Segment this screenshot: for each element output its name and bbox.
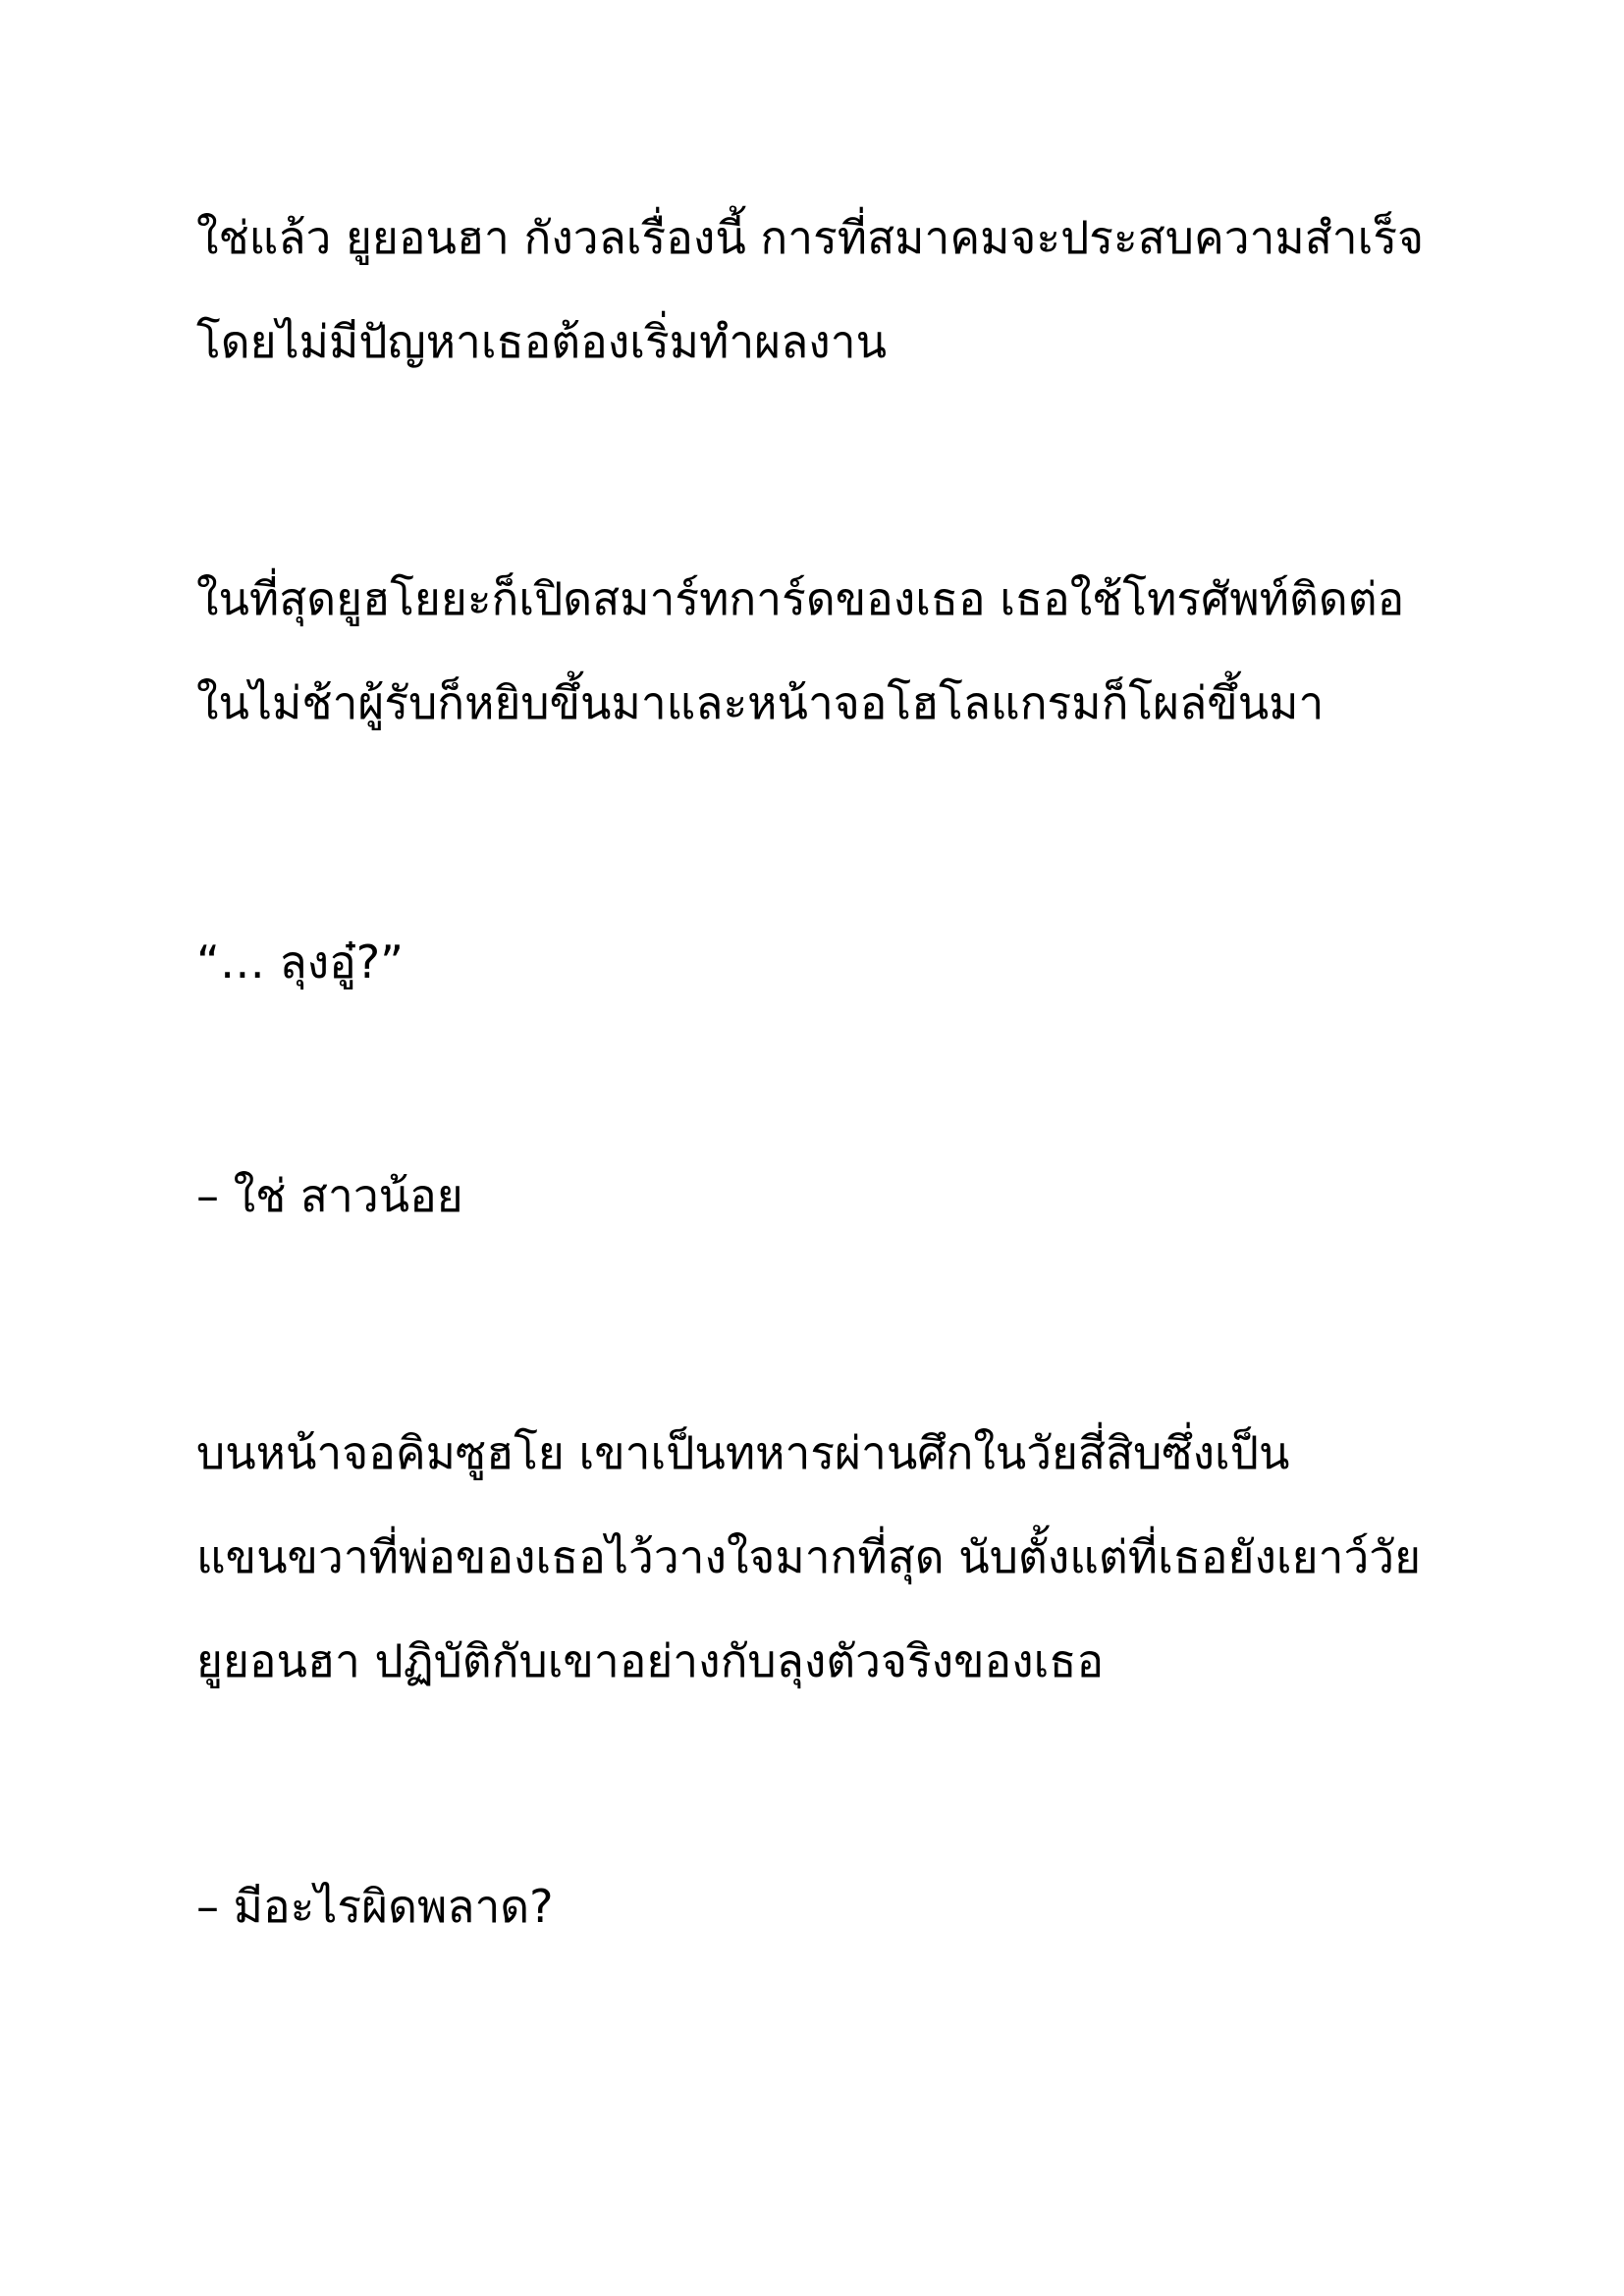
dialogue-line-1: “… ลุงอู๋?”	[196, 935, 404, 988]
paragraph-1-line-1: ใช่แล้ว ยูยอนฮา กังวลเรื่องนี้ การที่สมาคมจะประสบความสำเร็จ	[196, 211, 1425, 264]
paragraph-5-line-1: บนหน้าจอคิมซูฮโย เขาเป็นทหารผ่านศึกในวัยสี่สิบซึ่งเป็น	[196, 1426, 1290, 1479]
paragraph-5-line-3: ยูยอนฮา ปฏิบัติกับเขาอย่างกับลุงตัวจริงของเธอ	[196, 1634, 1105, 1687]
paragraph-5-line-2: แขนขวาที่พ่อของเธอไว้วางใจมากที่สุด นับตั้งแต่ที่เธอยังเยาว์วัย	[196, 1530, 1422, 1583]
paragraph-2-line-2: ในไม่ช้าผู้รับก็หยิบขึ้นมาและหน้าจอโฮโลแกรมก็โผล่ขึ้นมา	[196, 676, 1325, 729]
paragraph-2-line-1: ในที่สุดยูฮโยยะก็เปิดสมาร์ทการ์ดของเธอ เธอใช้โทรศัพท์ติดต่อ	[196, 572, 1405, 625]
dialogue-line-2: – ใช่ สาวน้อย	[196, 1169, 463, 1222]
paragraph-1-line-2: โดยไม่มีปัญหาเธอต้องเริ่มทำผลงาน	[196, 315, 888, 368]
dialogue-line-3: – มีอะไรผิดพลาด?	[196, 1880, 554, 1933]
